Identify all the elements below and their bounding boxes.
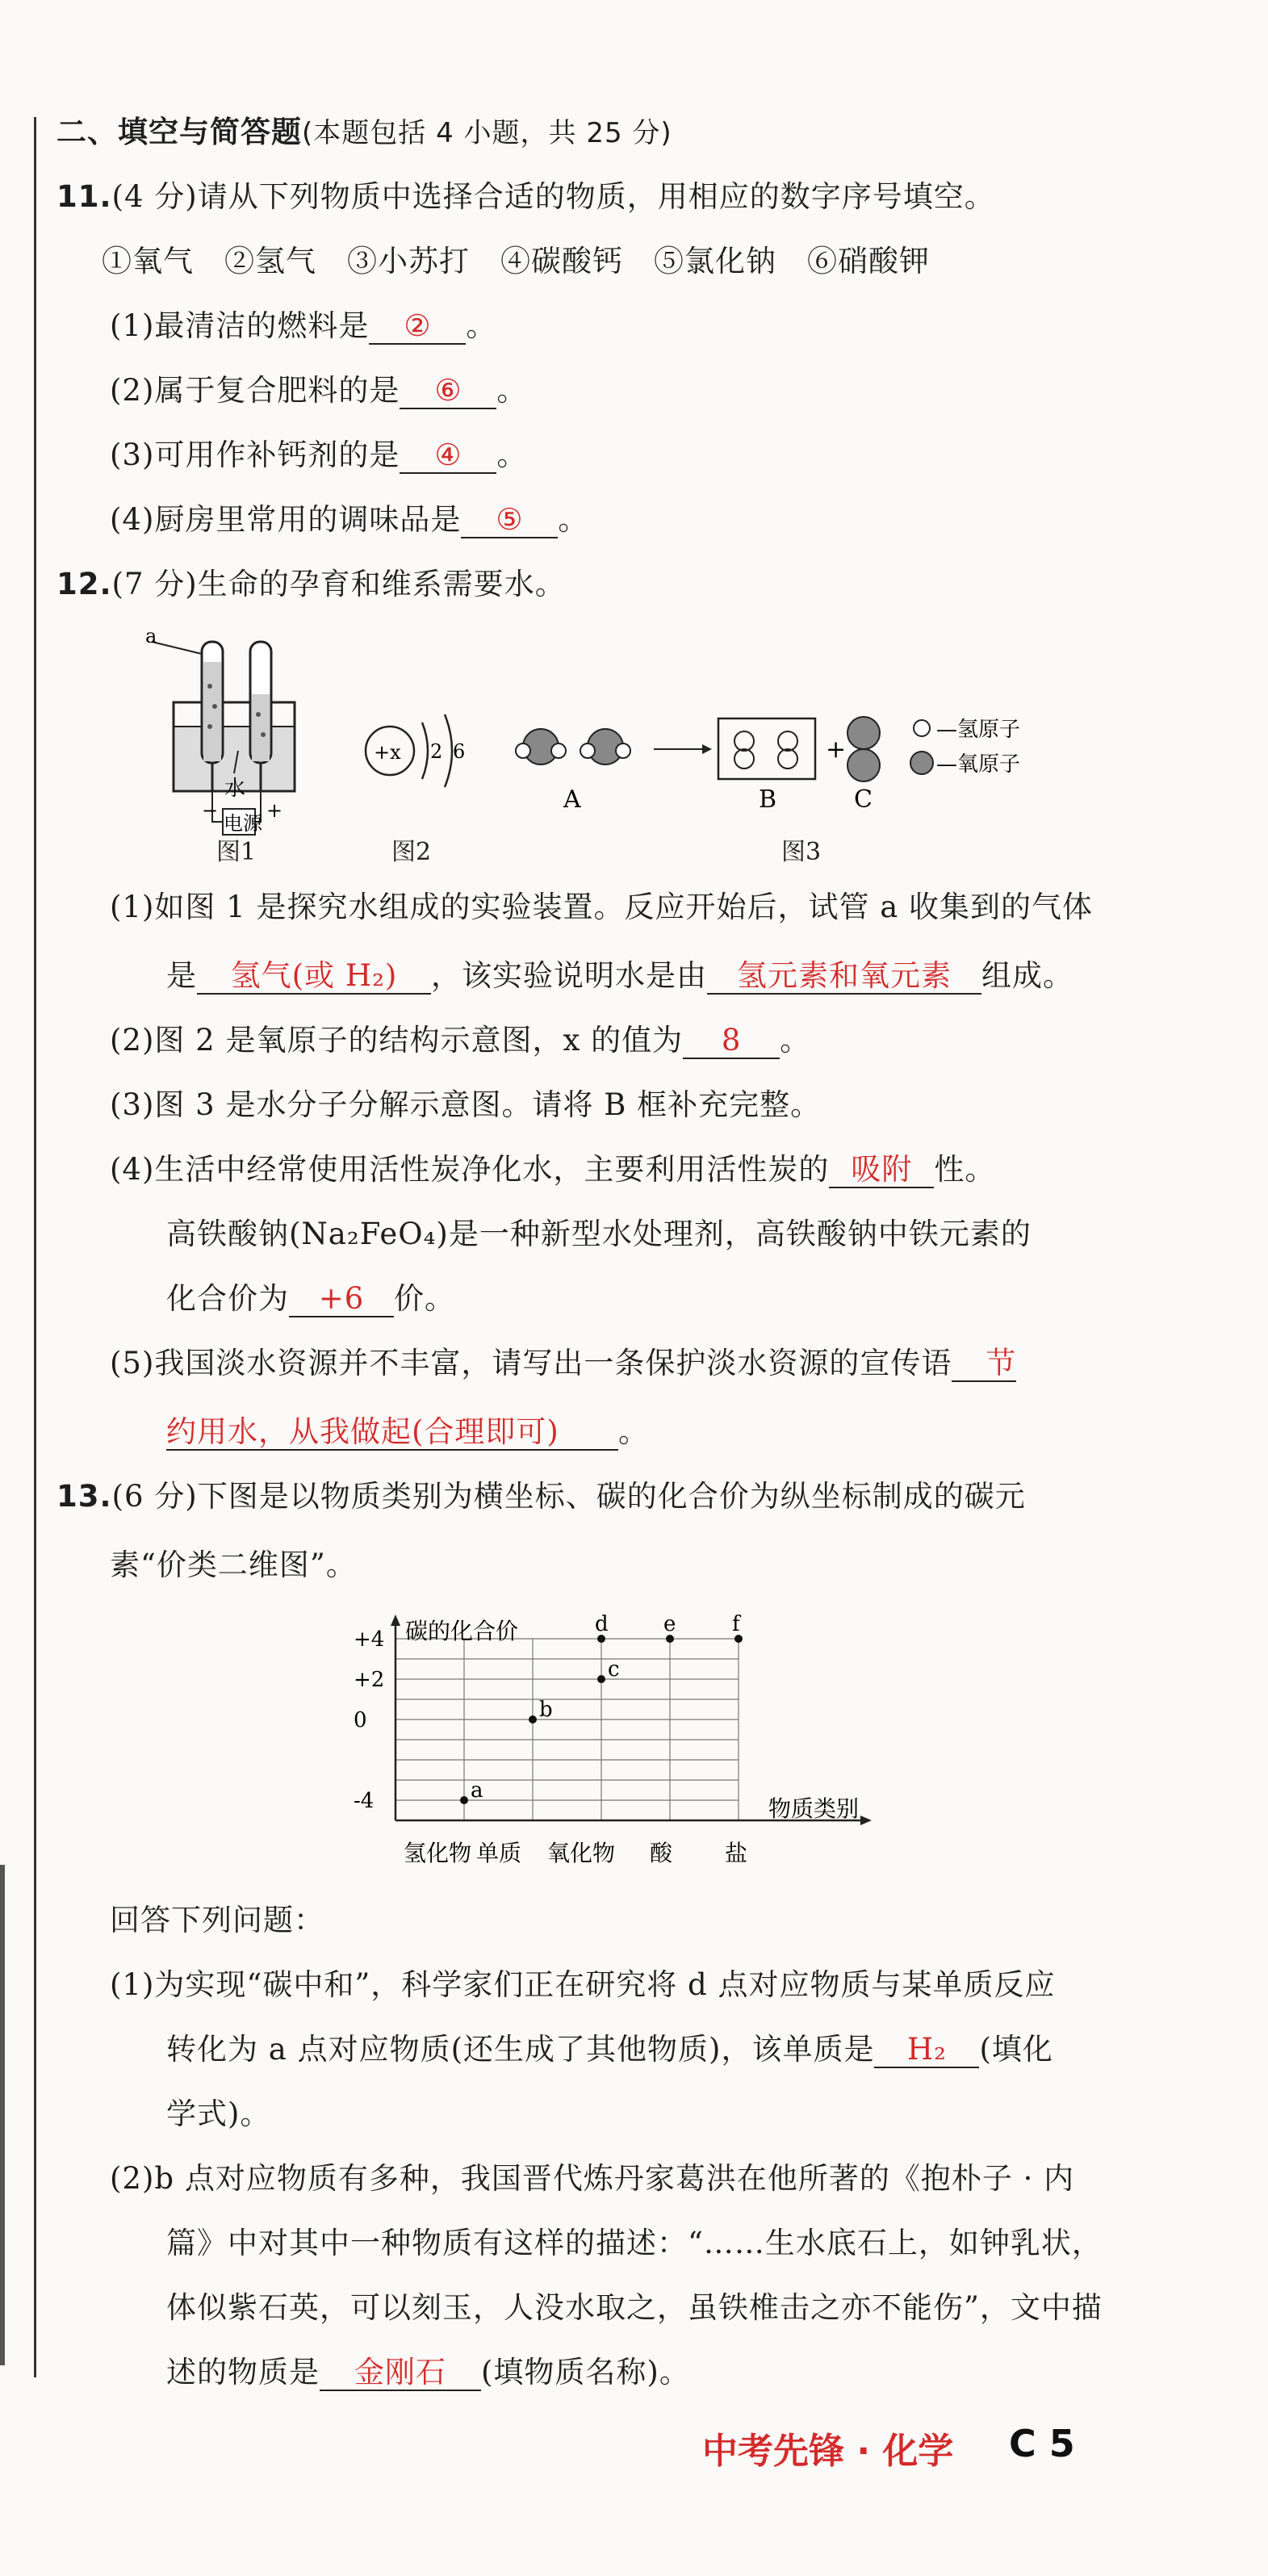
prompt: 价。 <box>394 1281 455 1316</box>
prompt: (填化 <box>979 2032 1053 2067</box>
q13-part2-line3: 体似紫石英，可以刻玉，人没水取之，虽铁椎击之亦不能伤”，文中描 <box>166 2290 1103 2325</box>
question-text: (6 分)下图是以物质类别为横坐标、碳的化合价为纵坐标制成的碳元 <box>111 1479 1026 1514</box>
section-title-text: 二、填空与简答题 <box>56 115 302 149</box>
answer-blank: ⑥ <box>400 374 496 409</box>
label-b: B <box>759 785 777 814</box>
tube-b-liquid <box>252 694 270 761</box>
answer-blank: 吸附 <box>829 1153 934 1188</box>
figure1-caption: 图1 <box>216 838 257 866</box>
q13-part2-line4 <box>166 2353 690 2392</box>
prompt: (3)可用作补钙剂的是 <box>110 438 400 472</box>
prompt: 组成。 <box>981 958 1073 993</box>
q12-part4-line2: 高铁酸钠(Na₂FeO₄)是一种新型水处理剂，高铁酸钠中铁元素的 <box>166 1217 1032 1251</box>
carbon-valence-chart <box>347 1615 896 1881</box>
plus-label: + <box>266 799 283 822</box>
punct: 。 <box>466 308 497 343</box>
answer-blank: 8 <box>683 1024 780 1059</box>
q13-reply-prompt: 回答下列问题： <box>110 1903 324 1937</box>
bubble <box>212 704 217 709</box>
hydrogen-atom-sketch <box>734 731 754 751</box>
nuclear-charge: +x <box>374 741 401 764</box>
label-c: C <box>854 785 873 814</box>
hydrogen-atom-sketch <box>778 749 797 769</box>
x-tick-label: 氢化物 <box>404 1840 472 1866</box>
section-note: (本题包括 4 小题，共 25 分) <box>302 117 672 149</box>
chart-grid <box>395 1639 739 1820</box>
bubble <box>207 684 212 689</box>
y-tick-label: 0 <box>354 1708 367 1732</box>
prompt: (5)我国淡水资源并不丰富，请写出一条保护淡水资源的宣传语 <box>110 1346 952 1380</box>
prompt: 述的物质是 <box>166 2355 320 2390</box>
q12-part5-line1 <box>110 1344 1016 1383</box>
x-axis-arrow <box>860 1816 872 1825</box>
data-point-c <box>597 1675 605 1683</box>
hydrogen-atom-sketch <box>778 731 797 751</box>
q11-part4 <box>110 501 588 539</box>
punct: 。 <box>780 1023 811 1058</box>
q12-part2 <box>110 1021 810 1060</box>
footer-brand: 中考先锋 · 化学 <box>702 2431 954 2472</box>
q13-part2-line2: 篇》中对其中一种物质有这样的描述：“……生水底石上，如钟乳状， <box>166 2226 1103 2260</box>
box-b <box>718 718 815 779</box>
answer-blank: 金刚石 <box>320 2356 481 2391</box>
prompt: 是 <box>166 958 197 993</box>
tube-a-liquid <box>203 662 221 761</box>
x-tick-label: 氧化物 <box>547 1840 616 1866</box>
data-label-c: c <box>608 1657 620 1682</box>
water-label: 水 <box>224 777 246 801</box>
shell2-electrons: 6 <box>453 740 466 763</box>
q12-part3: (3)图 3 是水分子分解示意图。请将 B 框补充完整。 <box>110 1087 822 1122</box>
question-text: (4 分)请从下列物质中选择合适的物质，用相应的数字序号填空。 <box>111 179 995 214</box>
q12-part1-line2 <box>166 957 1073 995</box>
label-a: A <box>563 785 581 814</box>
legend-hydrogen: —氢原子 <box>936 718 1021 742</box>
tube-label: a <box>145 630 157 647</box>
y-tick-label: +4 <box>354 1627 385 1652</box>
hydrogen-atom <box>516 743 530 758</box>
data-label-e: e <box>663 1615 676 1636</box>
power-label: 电源 <box>224 812 262 835</box>
page-number: C 5 <box>1009 2422 1075 2465</box>
q13-part1-line1: (1)为实现“碳中和”，科学家们正在研究将 d 点对应物质与某单质反应 <box>110 1967 1056 2002</box>
plus-sign: + <box>826 735 847 764</box>
prompt: (4)厨房里常用的调味品是 <box>110 502 462 537</box>
prompt: 化合价为 <box>166 1281 289 1316</box>
x-tick-label: 酸 <box>650 1840 673 1866</box>
electron-shell-2 <box>445 714 452 787</box>
q11-options: ①氧气 ②氢气 ③小苏打 ④碳酸钙 ⑤氯化钠 ⑥硝酸钾 <box>102 244 930 279</box>
q12-part4-line3 <box>166 1280 455 1318</box>
q11-part1 <box>110 307 496 346</box>
answer-blank: 氢气(或 H₂) <box>197 959 431 995</box>
question-text: (7 分)生命的孕育和维系需要水。 <box>111 567 566 601</box>
q13-part1-line3: 学式)。 <box>166 2096 271 2131</box>
q13-part1-line2 <box>166 2030 1053 2069</box>
hydrogen-atom <box>616 743 630 758</box>
x-axis-title: 物质类别 <box>768 1795 860 1822</box>
oxygen-atom-structure-figure <box>359 690 480 811</box>
bubble <box>261 732 266 737</box>
edge-mark <box>0 1865 5 2365</box>
prompt: (2)属于复合肥料的是 <box>110 373 400 408</box>
x-tick-label: 盐 <box>725 1840 748 1866</box>
data-point-a <box>460 1796 468 1804</box>
y-tick-label: +2 <box>354 1668 385 1692</box>
data-label-f: f <box>732 1615 740 1636</box>
electron-shell-1 <box>422 723 428 779</box>
label-pointer <box>152 642 202 654</box>
question-number: 11. <box>56 179 112 214</box>
data-label-b: b <box>539 1698 553 1722</box>
q13-part2-line1: (2)b 点对应物质有多种，我国晋代炼丹家葛洪在他所著的《抱朴子 · 内 <box>110 2161 1075 2196</box>
oxygen-atom <box>847 749 880 781</box>
prompt: (2)图 2 是氧原子的结构示意图，x 的值为 <box>110 1023 684 1058</box>
answer-blank: +6 <box>289 1282 394 1317</box>
arrowhead <box>702 744 712 754</box>
answer-blank: 约用水，从我做起(合理即可) <box>166 1415 618 1451</box>
q11-stem <box>56 178 995 216</box>
q12-stem <box>56 565 566 604</box>
q11-part3 <box>110 436 527 475</box>
electrolysis-apparatus-figure <box>145 630 347 840</box>
punct: 。 <box>618 1414 649 1449</box>
section-title <box>56 113 672 153</box>
prompt: (4)生活中经常使用活性炭净化水，主要利用活性炭的 <box>110 1152 830 1187</box>
y-axis-title: 碳的化合价 <box>405 1618 519 1644</box>
bubble <box>256 712 261 717</box>
prompt: ，该实验说明水是由 <box>431 958 707 993</box>
q12-part5-line2 <box>166 1413 649 1451</box>
hydrogen-atom-sketch <box>734 749 754 769</box>
question-number: 13. <box>56 1479 112 1514</box>
y-axis-arrow <box>391 1615 400 1626</box>
hydrogen-atom <box>580 743 595 758</box>
answer-blank: 氢元素和氧元素 <box>707 959 981 995</box>
q12-part1-line1: (1)如图 1 是探究水组成的实验装置。反应开始后，试管 a 收集到的气体 <box>110 890 1094 924</box>
q11-part2 <box>110 371 527 410</box>
q12-part4-line1 <box>110 1150 995 1189</box>
data-label-d: d <box>595 1615 609 1636</box>
question-number: 12. <box>56 567 112 601</box>
shell1-electrons: 2 <box>430 740 443 763</box>
x-tick-label: 单质 <box>476 1840 522 1866</box>
legend-oxygen-icon <box>910 752 933 774</box>
water-decomposition-figure <box>508 702 1170 823</box>
q13-stem <box>56 1477 1026 1516</box>
answer-blank: H₂ <box>874 2033 979 2068</box>
margin-rule <box>34 117 36 2377</box>
bubble <box>207 724 212 729</box>
answer-blank: ⑤ <box>461 503 558 538</box>
answer-blank: 节 <box>952 1347 1016 1382</box>
prompt: (填物质名称)。 <box>481 2355 690 2390</box>
punct: 。 <box>496 438 528 472</box>
oxygen-atom <box>847 717 880 749</box>
x-tick-labels <box>404 1840 747 1866</box>
answer-blank: ④ <box>400 438 496 474</box>
legend-hydrogen-icon <box>914 720 930 736</box>
y-tick-labels <box>354 1627 384 1813</box>
prompt: 转化为 a 点对应物质(还生成了其他物质)，该单质是 <box>166 2032 875 2067</box>
prompt: 性。 <box>934 1152 996 1187</box>
figure3-caption: 图3 <box>781 838 822 866</box>
data-point-b <box>529 1715 537 1724</box>
q13-stem-cont: 素“价类二维图”。 <box>110 1548 357 1582</box>
minus-label: − <box>202 799 219 822</box>
answer-blank: ② <box>369 309 466 345</box>
legend-oxygen: —氧原子 <box>936 752 1021 777</box>
figure2-caption: 图2 <box>391 838 432 866</box>
punct: 。 <box>558 502 589 537</box>
punct: 。 <box>496 373 528 408</box>
y-tick-label: -4 <box>354 1789 375 1813</box>
data-label-a: a <box>471 1778 483 1803</box>
hydrogen-atom <box>551 743 566 758</box>
prompt: (1)最清洁的燃料是 <box>110 308 370 343</box>
